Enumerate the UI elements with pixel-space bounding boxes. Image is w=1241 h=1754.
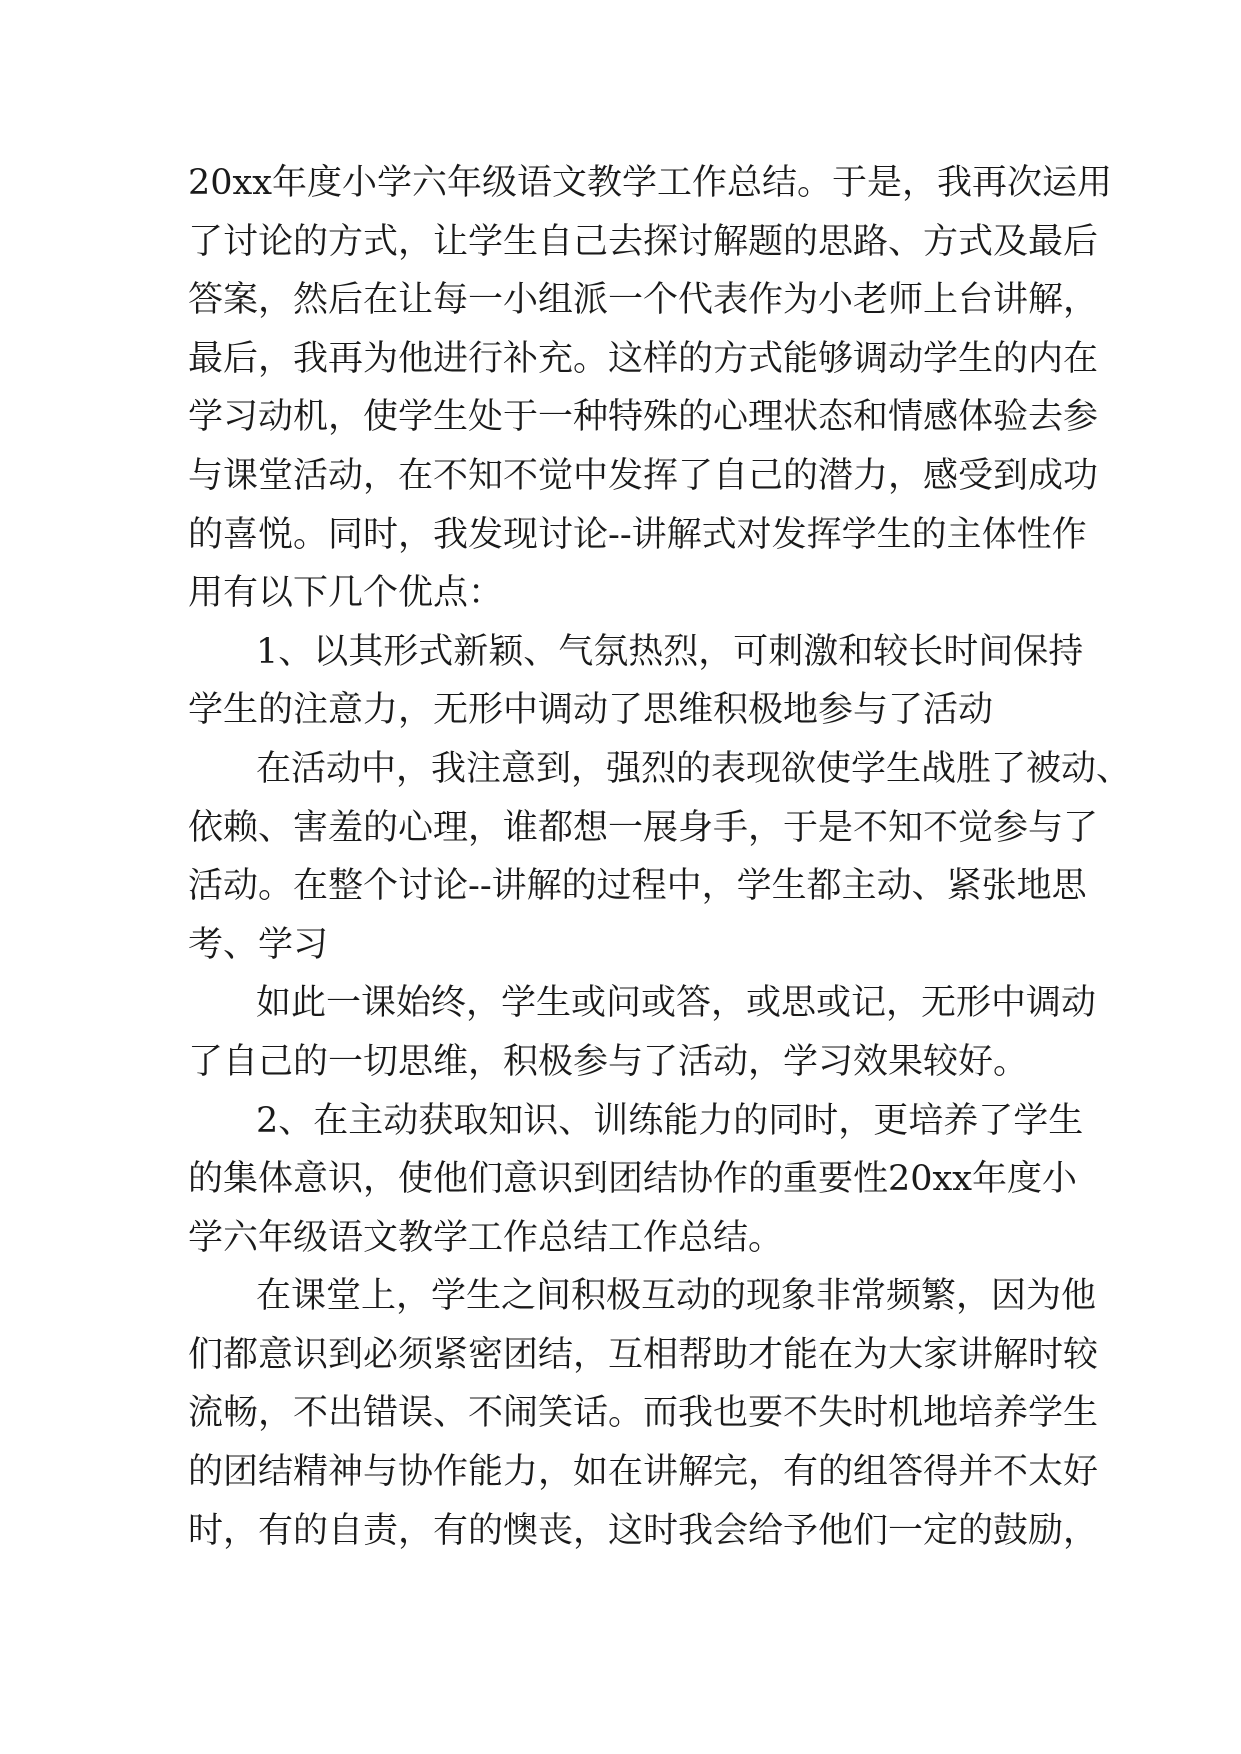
document-body	[188, 154, 1132, 1560]
text-line: 用有以下几个优点：	[188, 573, 504, 614]
text-line: 最后，我再为他进行补充。这样的方式能够调动学生的内在	[188, 338, 1099, 379]
text-line: 了自己的一切思维，积极参与了活动，学习效果较好。	[188, 1041, 1029, 1082]
text-line: 2、在主动获取知识、训练能力的同时，更培养了学生	[256, 1100, 1084, 1141]
text-line: 与课堂活动，在不知不觉中发挥了自己的潜力，感受到成功	[188, 455, 1099, 496]
text-line: 的集体意识，使他们意识到团结协作的重要性20xx年度小	[188, 1159, 1078, 1200]
text-line: 时，有的自责，有的懊丧，这时我会给予他们一定的鼓励，	[188, 1510, 1099, 1551]
text-line: 在活动中，我注意到，强烈的表现欲使学生战胜了被动、	[256, 748, 1132, 789]
text-line: 考、学习	[188, 924, 329, 965]
text-line: 20xx年度小学六年级语文教学工作总结。于是，我再次运用	[188, 163, 1113, 203]
text-line: 了讨论的方式，让学生自己去探讨解题的思路、方式及最后	[188, 221, 1099, 262]
text-line: 的团结精神与协作能力，如在讲解完，有的组答得并不太好	[188, 1452, 1099, 1493]
text-line: 如此一课始终，学生或问或答，或思或记，无形中调动	[256, 983, 1097, 1024]
text-line: 学习动机，使学生处于一种特殊的心理状态和情感体验去参	[188, 397, 1099, 438]
text-line: 在课堂上，学生之间积极互动的现象非常频繁，因为他	[256, 1276, 1097, 1317]
text-line: 们都意识到必须紧密团结，互相帮助才能在为大家讲解时较	[188, 1334, 1099, 1375]
text-line: 流畅，不出错误、不闹笑话。而我也要不失时机地培养学生	[188, 1393, 1099, 1434]
text-line: 1、以其形式新颖、气氛热烈，可刺激和较长时间保持	[256, 631, 1084, 672]
text-line: 的喜悦。同时，我发现讨论--讲解式对发挥学生的主体性作	[188, 514, 1087, 555]
text-line: 学六年级语文教学工作总结工作总结。	[188, 1217, 784, 1258]
text-line: 依赖、害羞的心理，谁都想一展身手，于是不知不觉参与了	[188, 807, 1099, 848]
text-line: 学生的注意力，无形中调动了思维积极地参与了活动	[188, 690, 994, 731]
text-line: 活动。在整个讨论--讲解的过程中，学生都主动、紧张地思	[188, 866, 1087, 907]
text-line: 答案，然后在让每一小组派一个代表作为小老师上台讲解，	[188, 280, 1099, 321]
